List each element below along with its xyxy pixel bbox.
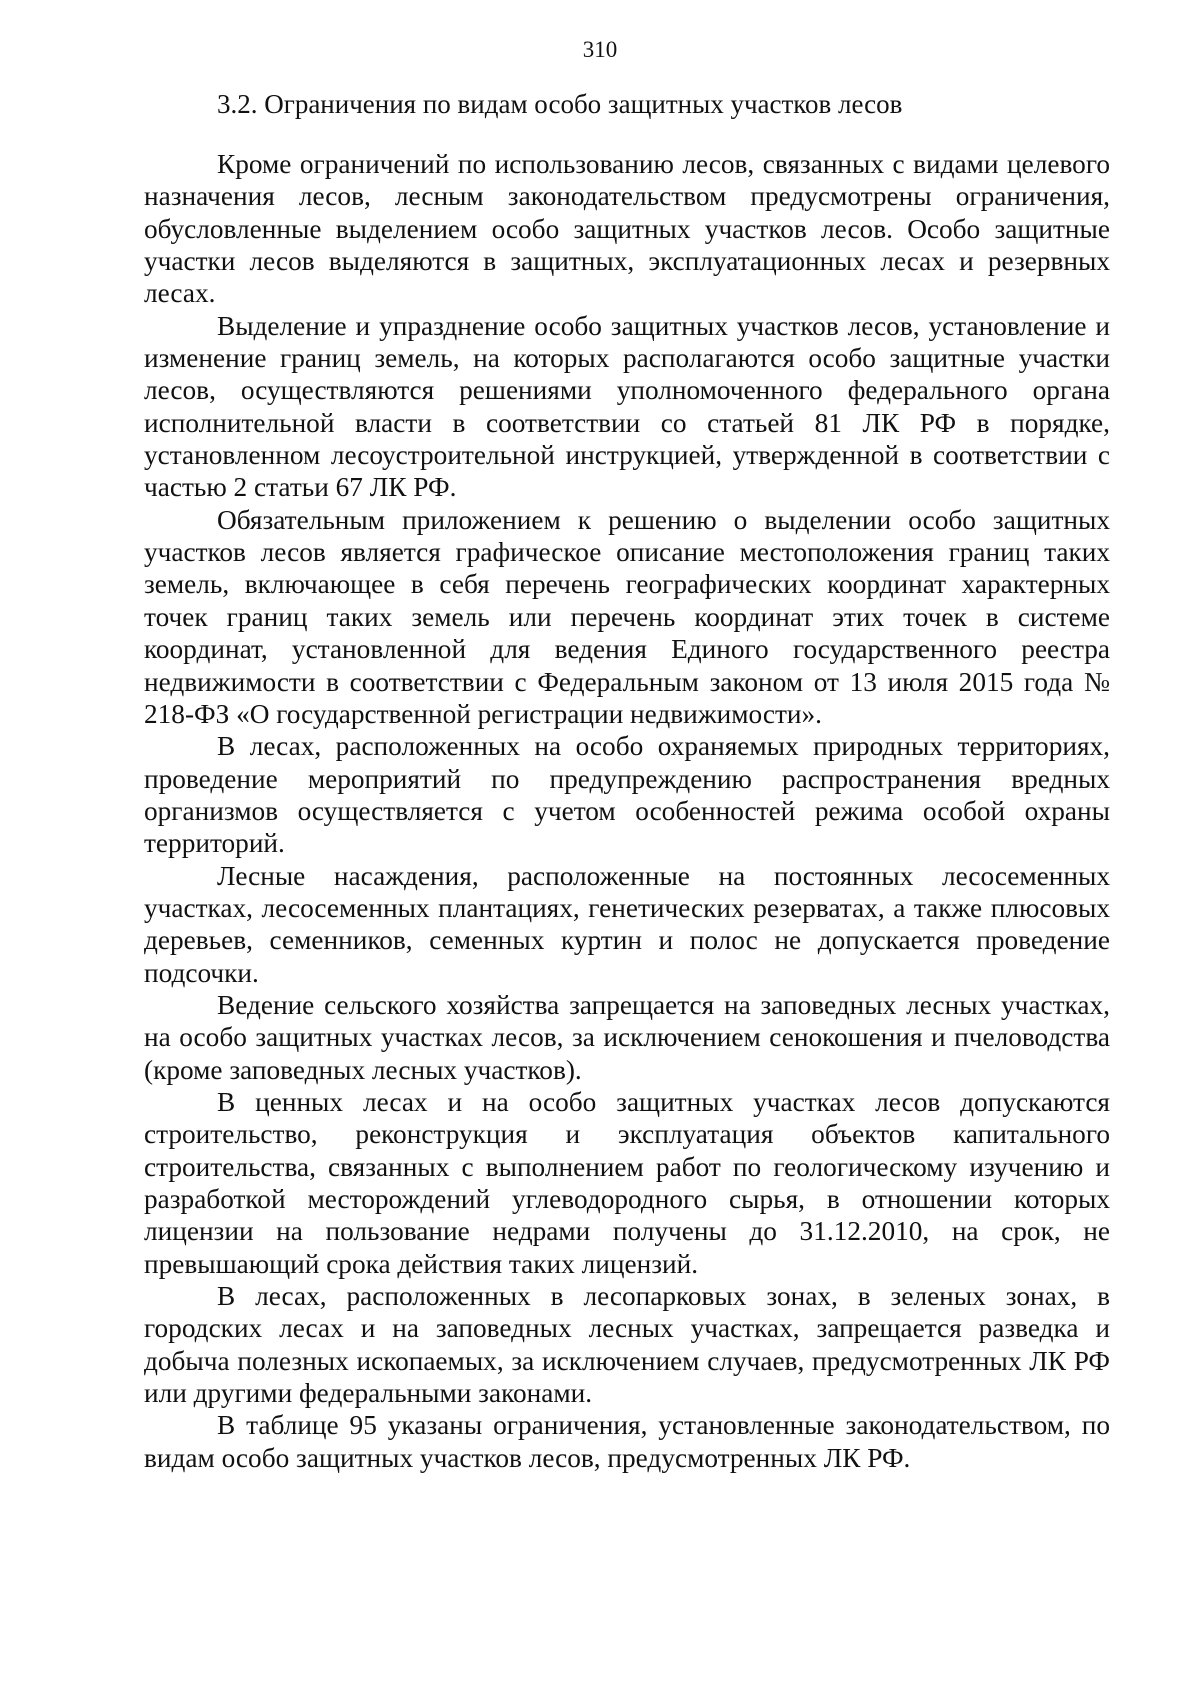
page-number: 310 xyxy=(582,37,618,62)
paragraph-7: В ценных лесах и на особо защитных участках лесов допускаются строительство, реконструкция и эксплуатация объектов капитального строительства, связанных с выполнением работ по геологическому изучению и разработкой месторождений углеводородного сырья, в отношении которых лицензии на пользование недрами получены до 31.12.2010, на срок, не превышающий срока действия таких лицензий. xyxy=(144,1086,1110,1279)
paragraph-8: В лесах, расположенных в лесопарковых зонах, в зеленых зонах, в городских лесах и на заповедных лесных участках, запрещается разведка и добыча полезных ископаемых, за исключением случаев, предусмотренных ЛК РФ или другими федеральными законами. xyxy=(144,1281,1110,1409)
paragraph-5: Лесные насаждения, расположенные на постоянных лесосеменных участках, лесосеменных плантациях, генетических резерватах, а также плюсовых деревьев, семенников, семенных куртин и полос не допускается проведение подсочки. xyxy=(144,860,1110,988)
section-heading: 3.2. Ограничения по видам особо защитных участков лесов xyxy=(217,89,903,119)
paragraph-4: В лесах, расположенных на особо охраняемых природных территориях, проведение мероприятий по предупреждению распространения вредных организмов осуществляется с учетом особенностей режима особой охраны территорий. xyxy=(144,731,1110,859)
paragraph-3: Обязательным приложением к решению о выделении особо защитных участков лесов является графическое описание местоположения границ таких земель, включающее в себя перечень географических координат характерных точек границ таких земель или перечень координат этих точек в системе координат, установленной для ведения Единого государственного реестра недвижимости в соответствии с Федеральным законом от 13 июля 2015 года № 218-ФЗ «О государственной регистрации недвижимости». xyxy=(144,504,1110,729)
paragraph-2: Выделение и упразднение особо защитных участков лесов, установление и изменение границ земель, на которых располагаются особо защитные участки лесов, осуществляются решениями уполномоченного федерального органа исполнительной власти в соответствии со статьей 81 ЛК РФ в порядке, установленном лесоустроительной инструкцией, утвержденной в соответствии с частью 2 статьи 67 ЛК РФ. xyxy=(144,310,1110,503)
paragraph-1: Кроме ограничений по использованию лесов, связанных с видами целевого назначения лесов, лесным законодательством предусмотрены ограничения, обусловленные выделением особо защитных участков лесов. Особо защитные участки лесов выделяются в защитных, эксплуатационных лесах и резервных лесах. xyxy=(144,149,1110,309)
paragraph-6: Ведение сельского хозяйства запрещается на заповедных лесных участках, на особо защитных участках лесов, за исключением сенокошения и пчеловодства (кроме заповедных лесных участков). xyxy=(144,989,1110,1085)
body-text xyxy=(144,148,1110,1474)
paragraph-9: В таблице 95 указаны ограничения, установленные законодательством, по видам особо защитных участков лесов, предусмотренных ЛК РФ. xyxy=(144,1410,1110,1473)
